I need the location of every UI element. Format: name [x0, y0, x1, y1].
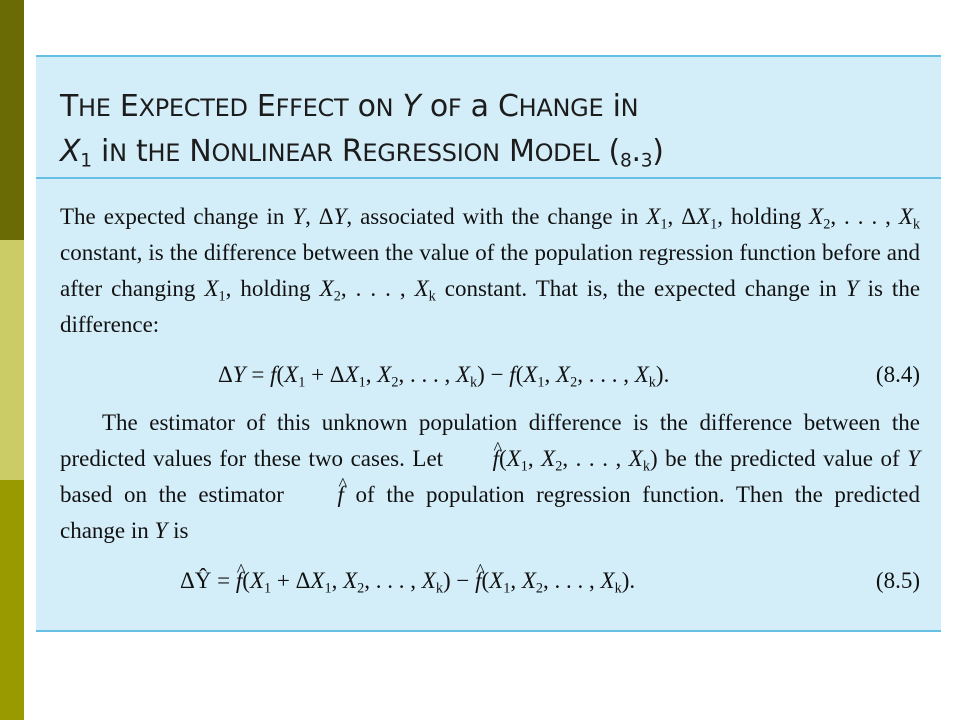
header-divider	[36, 177, 941, 179]
equation-8-4-number: (8.4)	[875, 362, 920, 387]
equation-8-4-row	[60, 357, 920, 393]
paragraph-1: The expected change in Y, ΔY, associated with the change in $X_1$, $\Delta X_1$, holding $X_2$, . . . , $X_k$ constant, is the difference between the value of the population regression function before and after changing $X_1$, holding $X_2$, . . . , $X_k$ constant. That is, the expected change in Y is the difference:	[60, 204, 921, 337]
box-title	[60, 85, 664, 175]
paragraph-2: The estimator of this unknown population difference is the difference between the predicted values for these two cases. Let f $\^{}(X_1$, $X_2$, . . . , $X_k$) be the predicted value of Y based on the estimator f ^ of the population regression function. Then the predicted change in Y is	[60, 405, 920, 549]
equation-8-4: $\Delta Y = f(X_1 + \Delta X_1$, $X_2$, . . . , $X_k) - f(X_1$, $X_2$, . . . , $X_k$).	[218, 362, 670, 391]
box-header	[36, 57, 941, 177]
accent-strip-top	[0, 0, 24, 240]
equation-8-5-number: (8.5)	[875, 568, 920, 593]
accent-strip-middle	[0, 240, 24, 480]
equation-8-5-row	[60, 563, 920, 599]
accent-strip-bottom	[0, 480, 24, 720]
box-title-line-1: THE EXPECTED EFFECT oN Y oF a CHANGE iN	[60, 89, 639, 124]
key-concept-box	[36, 55, 941, 632]
box-title-line-2: $X_1$ iN tHE NONLINEAR REGRESSION MODEL $(_8._3)$	[60, 134, 664, 172]
box-body	[60, 199, 920, 611]
equation-8-5: ΔŶ = f $\^{}(X_1 + \Delta X_1$, $X_2$, . . . , $X_k) - f$ $\^{}(X_1$, $X_2$, . . . , $X_k$).	[180, 563, 635, 599]
